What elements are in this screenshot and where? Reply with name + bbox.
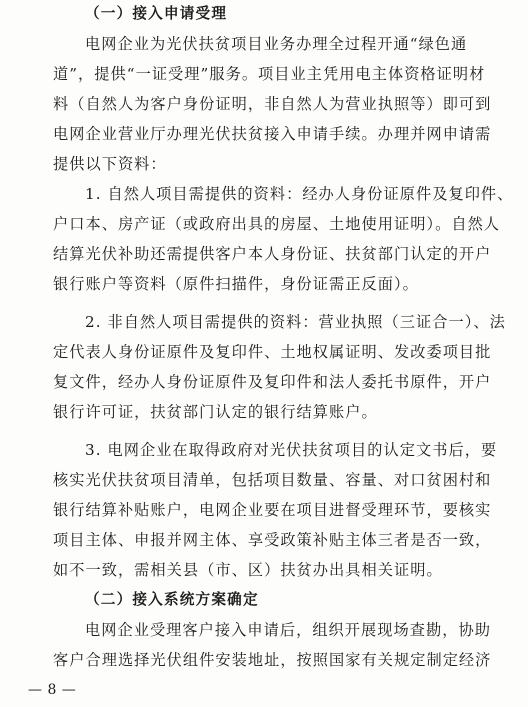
list-item-3-line: 3. 电网企业在取得政府对光伏扶贫项目的认定文书后，要 — [85, 441, 498, 459]
list-item-3-line: 核实光伏扶贫项目清单，包括项目数量、容量、对口贫困村和 — [53, 471, 492, 489]
paragraph-line: 提供以下资料： — [53, 155, 167, 173]
paragraph-line: 客户合理选择光伏组件安装地址，按照国家有关规定制定经济 — [53, 651, 492, 669]
section-heading-1: （一）接入申请受理 — [85, 5, 228, 22]
list-item-3-line: 如不一致，需相关县（市、区）扶贫办出具相关证明。 — [53, 561, 443, 579]
page-number: — 8 — — [28, 682, 77, 698]
list-item-2-line: 复文件，经办人身份证原件及复印件和法人委托书原件，开户 — [53, 373, 492, 391]
paragraph-line: 电网企业营业厅办理光伏扶贫接入申请手续。办理并网申请需 — [53, 125, 492, 143]
list-item-3-line: 银行结算补贴账户，电网企业要在项目进督受理环节，要核实 — [53, 501, 492, 519]
list-item-2-line: 定代表人身份证原件及复印件、土地权属证明、发改委项目批 — [53, 343, 492, 361]
list-item-2-line: 银行许可证，扶贫部门认定的银行结算账户。 — [53, 403, 378, 421]
list-item-3-line: 项目主体、申报并网主体、享受政策补贴主体三者是否一致， — [53, 531, 492, 549]
paragraph-line: 道”，提供“一证受理”服务。项目业主凭用电主体资格证明材 — [53, 65, 486, 83]
list-item-1-line: 结算光伏补助还需提供客户本人身份证、扶贫部门认定的开户 — [53, 245, 492, 263]
list-item-2-line: 2. 非自然人项目需提供的资料：营业执照（三证合一）、法 — [85, 313, 506, 331]
paragraph-line: 电网企业为光伏扶贫项目业务办理全过程开通“绿色通 — [85, 35, 468, 53]
list-item-1-line: 银行账户等资料（原件扫描件，身份证需正反面）。 — [53, 275, 419, 293]
list-item-1-line: 户口本、房产证（或政府出具的房屋、土地使用证明）。自然人 — [53, 215, 501, 233]
list-item-1-line: 1. 自然人项目需提供的资料：经办人身份证原件及复印件、 — [85, 185, 514, 203]
section-heading-2: （二）接入系统方案确定 — [85, 591, 259, 608]
paragraph-line: 电网企业受理客户接入申请后，组织开展现场查勘，协助 — [85, 621, 491, 639]
paragraph-line: 料（自然人为客户身份证明，非自然人为营业执照等）即可到 — [53, 95, 492, 113]
